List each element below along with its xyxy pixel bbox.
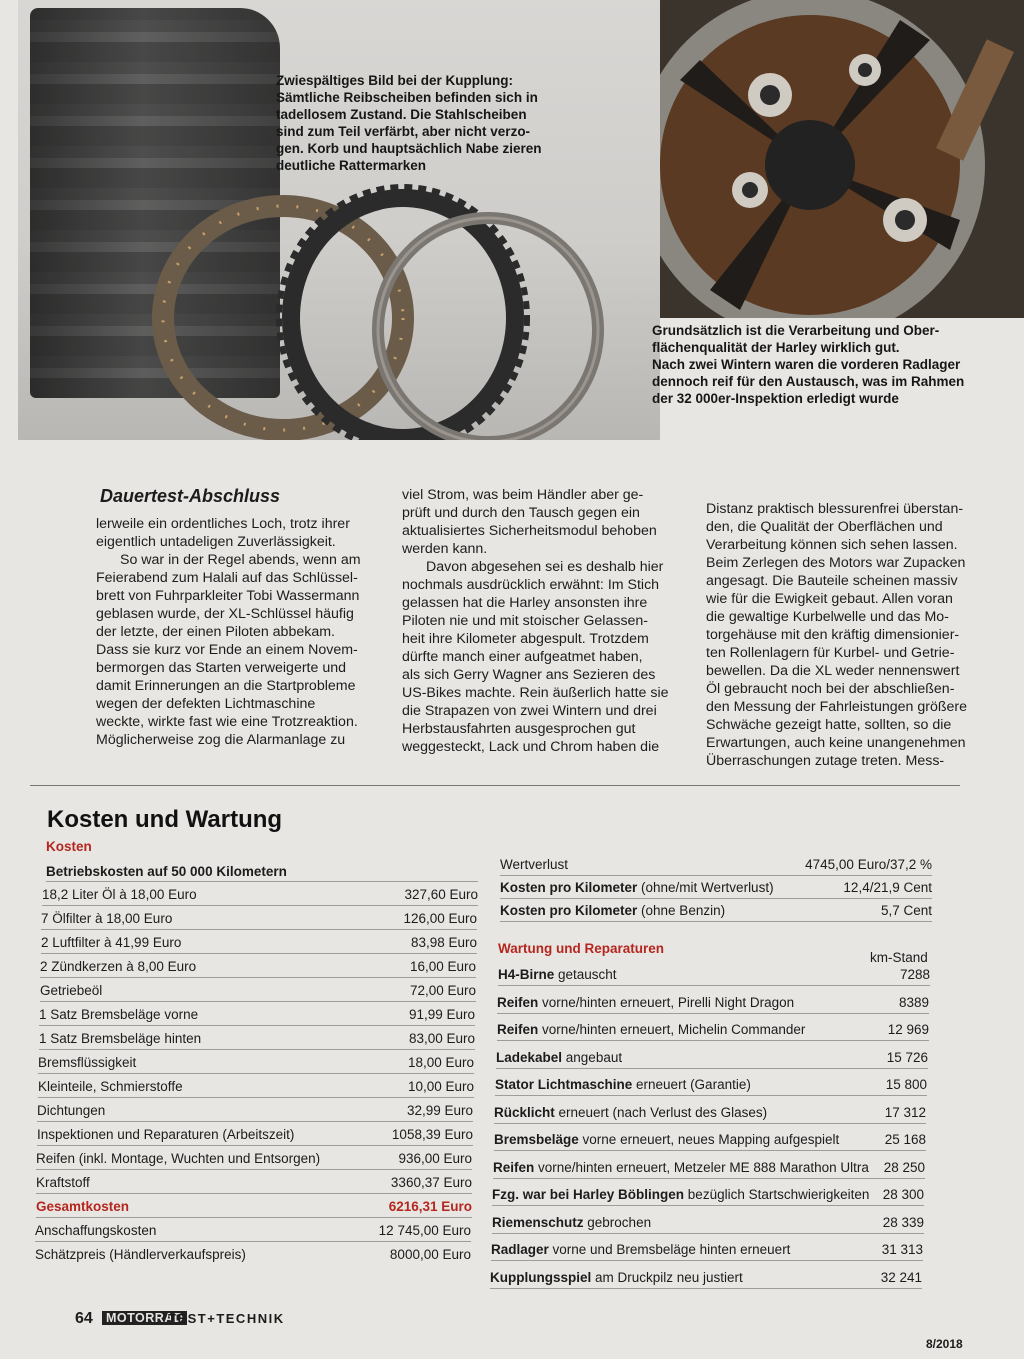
row-label: 7 Ölfilter à 18,00 Euro (41, 911, 173, 926)
maintenance-row (492, 1186, 924, 1206)
text-line: Überraschungen zutage treten. Mess- (706, 753, 945, 769)
text-line: werden kann. (402, 541, 488, 557)
text-line: damit Erinnerungen an die Startprobleme (96, 678, 356, 694)
maintenance-row (494, 1104, 926, 1124)
maintenance-row (491, 1241, 923, 1261)
caption-line: Nach zwei Wintern waren die vorderen Radlager (652, 357, 961, 372)
maintenance-row (498, 966, 930, 986)
page-number: 64 (75, 1310, 93, 1327)
row-label: Ladekabel angebaut (496, 1049, 623, 1065)
caption-line: Sämtliche Reibscheiben befinden sich in (276, 90, 538, 105)
row-value: 126,00 Euro (403, 911, 477, 926)
maintenance-row (494, 1131, 926, 1151)
row-value: 936,00 Euro (398, 1151, 472, 1166)
row-label: Kraftstoff (36, 1175, 90, 1190)
cost-row (39, 1006, 475, 1026)
row-label: Fzg. war bei Harley Böblingen bezüglich Startschwierigkeiten (492, 1187, 870, 1202)
row-value: 3360,37 Euro (390, 1175, 472, 1190)
row-value: 8389 (898, 994, 929, 1010)
text-line: Möglicherweise zog die Alarmanlage zu (96, 732, 346, 748)
row-label: 2 Luftfilter à 41,99 Euro (41, 935, 182, 950)
wheel-hub-image (660, 0, 1024, 318)
row-value: 17 312 (884, 1104, 926, 1120)
row-value: 1058,39 Euro (391, 1127, 473, 1142)
row-value: 25 168 (884, 1132, 926, 1147)
clutch-discs-image (18, 0, 660, 440)
row-label: Kupplungsspiel am Druckpilz neu justiert (490, 1269, 743, 1285)
text-line: Feierabend zum Halali auf das Schlüssel- (96, 570, 358, 586)
costs-title: Kosten und Wartung (47, 806, 283, 833)
article-column-2 (402, 486, 697, 756)
row-label: Kosten pro Kilometer (ohne Benzin) (500, 903, 726, 918)
text-line: Dass sie kurz vor Ende an einem Novem- (96, 642, 358, 658)
text-line: US-Bikes machte. Rein äußerlich hatte sie (402, 685, 669, 701)
caption-line: Grundsätzlich ist die Verarbeitung und Ober- (652, 323, 940, 338)
text-line: den Messung der Fahrleistungen größere (706, 699, 968, 715)
wheel-caption (652, 322, 1012, 407)
row-label: Reifen vorne/hinten erneuert, Metzeler ME 888 Marathon Ultra (493, 1159, 869, 1175)
row-value: 5,7 Cent (880, 903, 932, 918)
row-value: 32 241 (880, 1269, 922, 1285)
caption-line: tadellosem Zustand. Die Stahlscheiben (276, 107, 527, 122)
row-label: Bremsbeläge vorne erneuert, neues Mapping aufgespielt (494, 1132, 840, 1147)
row-label: Reifen vorne/hinten erneuert, Pirelli Night Dragon (497, 994, 795, 1010)
caption-line: Zwiespältiges Bild bei der Kupplung: (276, 73, 514, 88)
row-label: Dichtungen (37, 1103, 106, 1118)
row-value: 91,99 Euro (408, 1007, 475, 1022)
row-value: 7288 (899, 967, 930, 982)
magazine-logo: MOTORRAD (102, 1311, 187, 1325)
row-label: 1 Satz Bremsbeläge vorne (39, 1007, 199, 1022)
issue-number: 8/2018 (926, 1337, 963, 1351)
wheel-hub-photo (660, 0, 1024, 318)
cost-row (42, 886, 478, 906)
row-label: 18,2 Liter Öl à 18,00 Euro (42, 887, 197, 902)
price-row (35, 1246, 471, 1265)
betriebskosten-label: Betriebskosten auf 50 000 Kilometern (46, 864, 287, 879)
text-line: weckte, wirkte fast wie eine Trotzreaktion. (96, 714, 358, 730)
row-label: Riemenschutz gebrochen (492, 1214, 652, 1230)
clutch-photo (18, 0, 660, 440)
row-label: Inspektionen und Reparaturen (Arbeitszeit) (37, 1127, 295, 1142)
text-line: weggesteckt, Lack und Chrom haben die (402, 739, 660, 755)
wartung-heading: Wartung und Reparaturen (498, 941, 665, 956)
row-value: 18,00 Euro (407, 1055, 474, 1070)
cost-row (41, 934, 477, 954)
cost-row (40, 958, 476, 978)
summary-row (500, 879, 932, 899)
row-value: 31 313 (881, 1242, 923, 1257)
cost-row (36, 1150, 472, 1170)
maintenance-row (495, 1076, 927, 1096)
text-line: brett von Fuhrparkleiter Tobi Wassermann (96, 588, 360, 604)
row-label: Reifen (inkl. Montage, Wuchten und Entsorgen) (36, 1151, 321, 1166)
row-label: Schätzpreis (Händlerverkaufspreis) (35, 1247, 246, 1262)
row-value: 15 726 (886, 1049, 928, 1065)
total-cost-row (36, 1198, 472, 1218)
text-line: Piloten nie und mit stoischer Gelassen- (402, 613, 649, 629)
row-label: Rücklicht erneuert (nach Verlust des Glases) (494, 1104, 768, 1120)
row-value: 12,4/21,9 Cent (843, 880, 932, 895)
cost-row (38, 1054, 474, 1074)
cost-row (40, 982, 476, 1002)
caption-line: deutliche Rattermarken (276, 158, 427, 173)
cost-row (37, 1126, 473, 1146)
text-line: wegen der defekten Lichtmaschine (96, 696, 316, 712)
clutch-caption (276, 72, 636, 174)
text-line: So war in der Regel abends, wenn am (120, 552, 361, 568)
row-value: 12 969 (887, 1022, 929, 1037)
maintenance-row (492, 1214, 924, 1234)
maintenance-row (490, 1269, 922, 1289)
article-column-3 (706, 500, 1006, 770)
text-line: Verarbeitung können sich sehen lassen. (706, 537, 958, 553)
row-value: 16,00 Euro (409, 959, 476, 974)
section-name: TEST+TECHNIK (168, 1311, 285, 1326)
row-label: Bremsflüssigkeit (38, 1055, 137, 1070)
caption-line: gen. Korb und hauptsächlich Nabe zieren (276, 141, 542, 156)
cost-row (37, 1102, 473, 1122)
text-line: geblasen wurde, der XL-Schlüssel häufig (96, 606, 354, 622)
betriebskosten-heading (46, 864, 478, 882)
text-line: dürfte manch einer aufgeatmet haben, (402, 649, 643, 665)
text-line: lerweile ein ordentliches Loch, trotz ihrer (96, 516, 350, 532)
text-line: nochmals ausdrücklich erwähnt: Im Stich (402, 577, 660, 593)
text-line: Erwartungen, auch keine unangenehmen (706, 735, 966, 751)
row-label: Reifen vorne/hinten erneuert, Michelin Commander (497, 1022, 806, 1037)
row-label: Radlager vorne und Bremsbeläge hinten erneuert (491, 1242, 791, 1257)
maintenance-row (493, 1159, 925, 1179)
row-label: Getriebeöl (40, 983, 103, 998)
row-label: Stator Lichtmaschine erneuert (Garantie) (495, 1077, 751, 1092)
summary-row (500, 902, 932, 922)
text-line: angesagt. Die Bauteile scheinen massiv (706, 573, 958, 589)
cost-row (41, 910, 477, 930)
text-line: die gewaltige Kurbelwelle und das Mo- (706, 609, 949, 625)
summary-row (500, 856, 932, 876)
text-line: heit ihre Kilometer abgespult. Trotzdem (402, 631, 649, 647)
row-value: 15 800 (885, 1077, 927, 1092)
row-value: 28 300 (882, 1187, 924, 1202)
text-line: Herbstausfahrten ausgesprochen gut (402, 721, 636, 737)
text-line: die Strapazen von zwei Wintern und drei (402, 703, 657, 719)
km-stand-heading: km-Stand (870, 950, 928, 965)
row-value: 4745,00 Euro/37,2 % (805, 857, 932, 872)
maintenance-row (496, 1049, 928, 1069)
text-line: Distanz praktisch blessurenfrei überstan- (706, 501, 964, 517)
maintenance-row (497, 1021, 929, 1041)
row-value: 8000,00 Euro (389, 1247, 471, 1262)
article-column-1 (96, 515, 386, 749)
text-line: Davon abgesehen sei es deshalb hier (426, 559, 664, 575)
row-label: 2 Zündkerzen à 8,00 Euro (40, 959, 197, 974)
row-label: Kosten pro Kilometer (ohne/mit Wertverlust) (500, 880, 774, 895)
row-value: 32,99 Euro (406, 1103, 473, 1118)
text-line: prüft und durch den Tausch gegen ein (402, 505, 640, 521)
row-value: 327,60 Euro (404, 887, 478, 902)
caption-line: sind zum Teil verfärbt, aber nicht verzo- (276, 124, 531, 139)
row-label: H4-Birne getauscht (498, 967, 617, 982)
row-label: Kleinteile, Schmierstoffe (38, 1079, 183, 1094)
text-line: als sich Gerry Wagner ans Sezieren des (402, 667, 656, 683)
maintenance-row (497, 994, 929, 1014)
row-value: 28 250 (883, 1159, 925, 1175)
row-value: 10,00 Euro (407, 1079, 474, 1094)
row-value: 83,00 Euro (408, 1031, 475, 1046)
caption-line: flächenqualität der Harley wirklich gut. (652, 340, 900, 355)
row-label: Gesamtkosten (36, 1199, 130, 1214)
text-line: aktualisiertes Sicherheitsmodul behoben (402, 523, 657, 539)
cost-row (36, 1174, 472, 1194)
kosten-heading: Kosten (46, 839, 92, 854)
cost-row (38, 1078, 474, 1098)
row-value: 6216,31 Euro (388, 1199, 472, 1214)
row-value: 28 339 (882, 1214, 924, 1230)
row-label: Wertverlust (500, 857, 569, 872)
text-line: den, die Qualität der Oberflächen und (706, 519, 943, 535)
row-label: 1 Satz Bremsbeläge hinten (39, 1031, 202, 1046)
caption-line: der 32 000er-Inspektion erledigt wurde (652, 391, 899, 406)
text-line: der letzte, der einen Piloten abbekam. (96, 624, 335, 640)
text-line: torgehäuse mit den kräftig dimensionier- (706, 627, 960, 643)
text-line: bermorgen das Starten verweigerte und (96, 660, 346, 676)
row-value: 72,00 Euro (409, 983, 476, 998)
row-value: 83,98 Euro (410, 935, 477, 950)
text-line: gelassen hat die Harley ansonsten ihre (402, 595, 648, 611)
article-title: Dauertest-Abschluss (100, 486, 281, 506)
text-line: Schwäche gezeigt hatte, sollten, so die (706, 717, 952, 733)
text-line: eigentlich untadeligen Zuverlässigkeit. (96, 534, 336, 550)
row-label: Anschaffungskosten (35, 1223, 157, 1238)
text-line: viel Strom, was beim Händler aber ge- (402, 487, 644, 503)
row-value: 12 745,00 Euro (378, 1223, 471, 1238)
text-line: Beim Zerlegen des Motors war Zupacken (706, 555, 966, 571)
text-line: wie für die Ewigkeit gebaut. Allen voran (706, 591, 953, 607)
cost-row (39, 1030, 475, 1050)
price-row (35, 1222, 471, 1242)
text-line: bewellen. Da die XL weder nennenswert (706, 663, 960, 679)
caption-line: dennoch reif für den Austausch, was im Rahmen (652, 374, 965, 389)
text-line: ten Rollenlagern für Kurbel- und Getrie- (706, 645, 955, 661)
text-line: Öl gebraucht noch bei der abschließen- (706, 681, 955, 697)
